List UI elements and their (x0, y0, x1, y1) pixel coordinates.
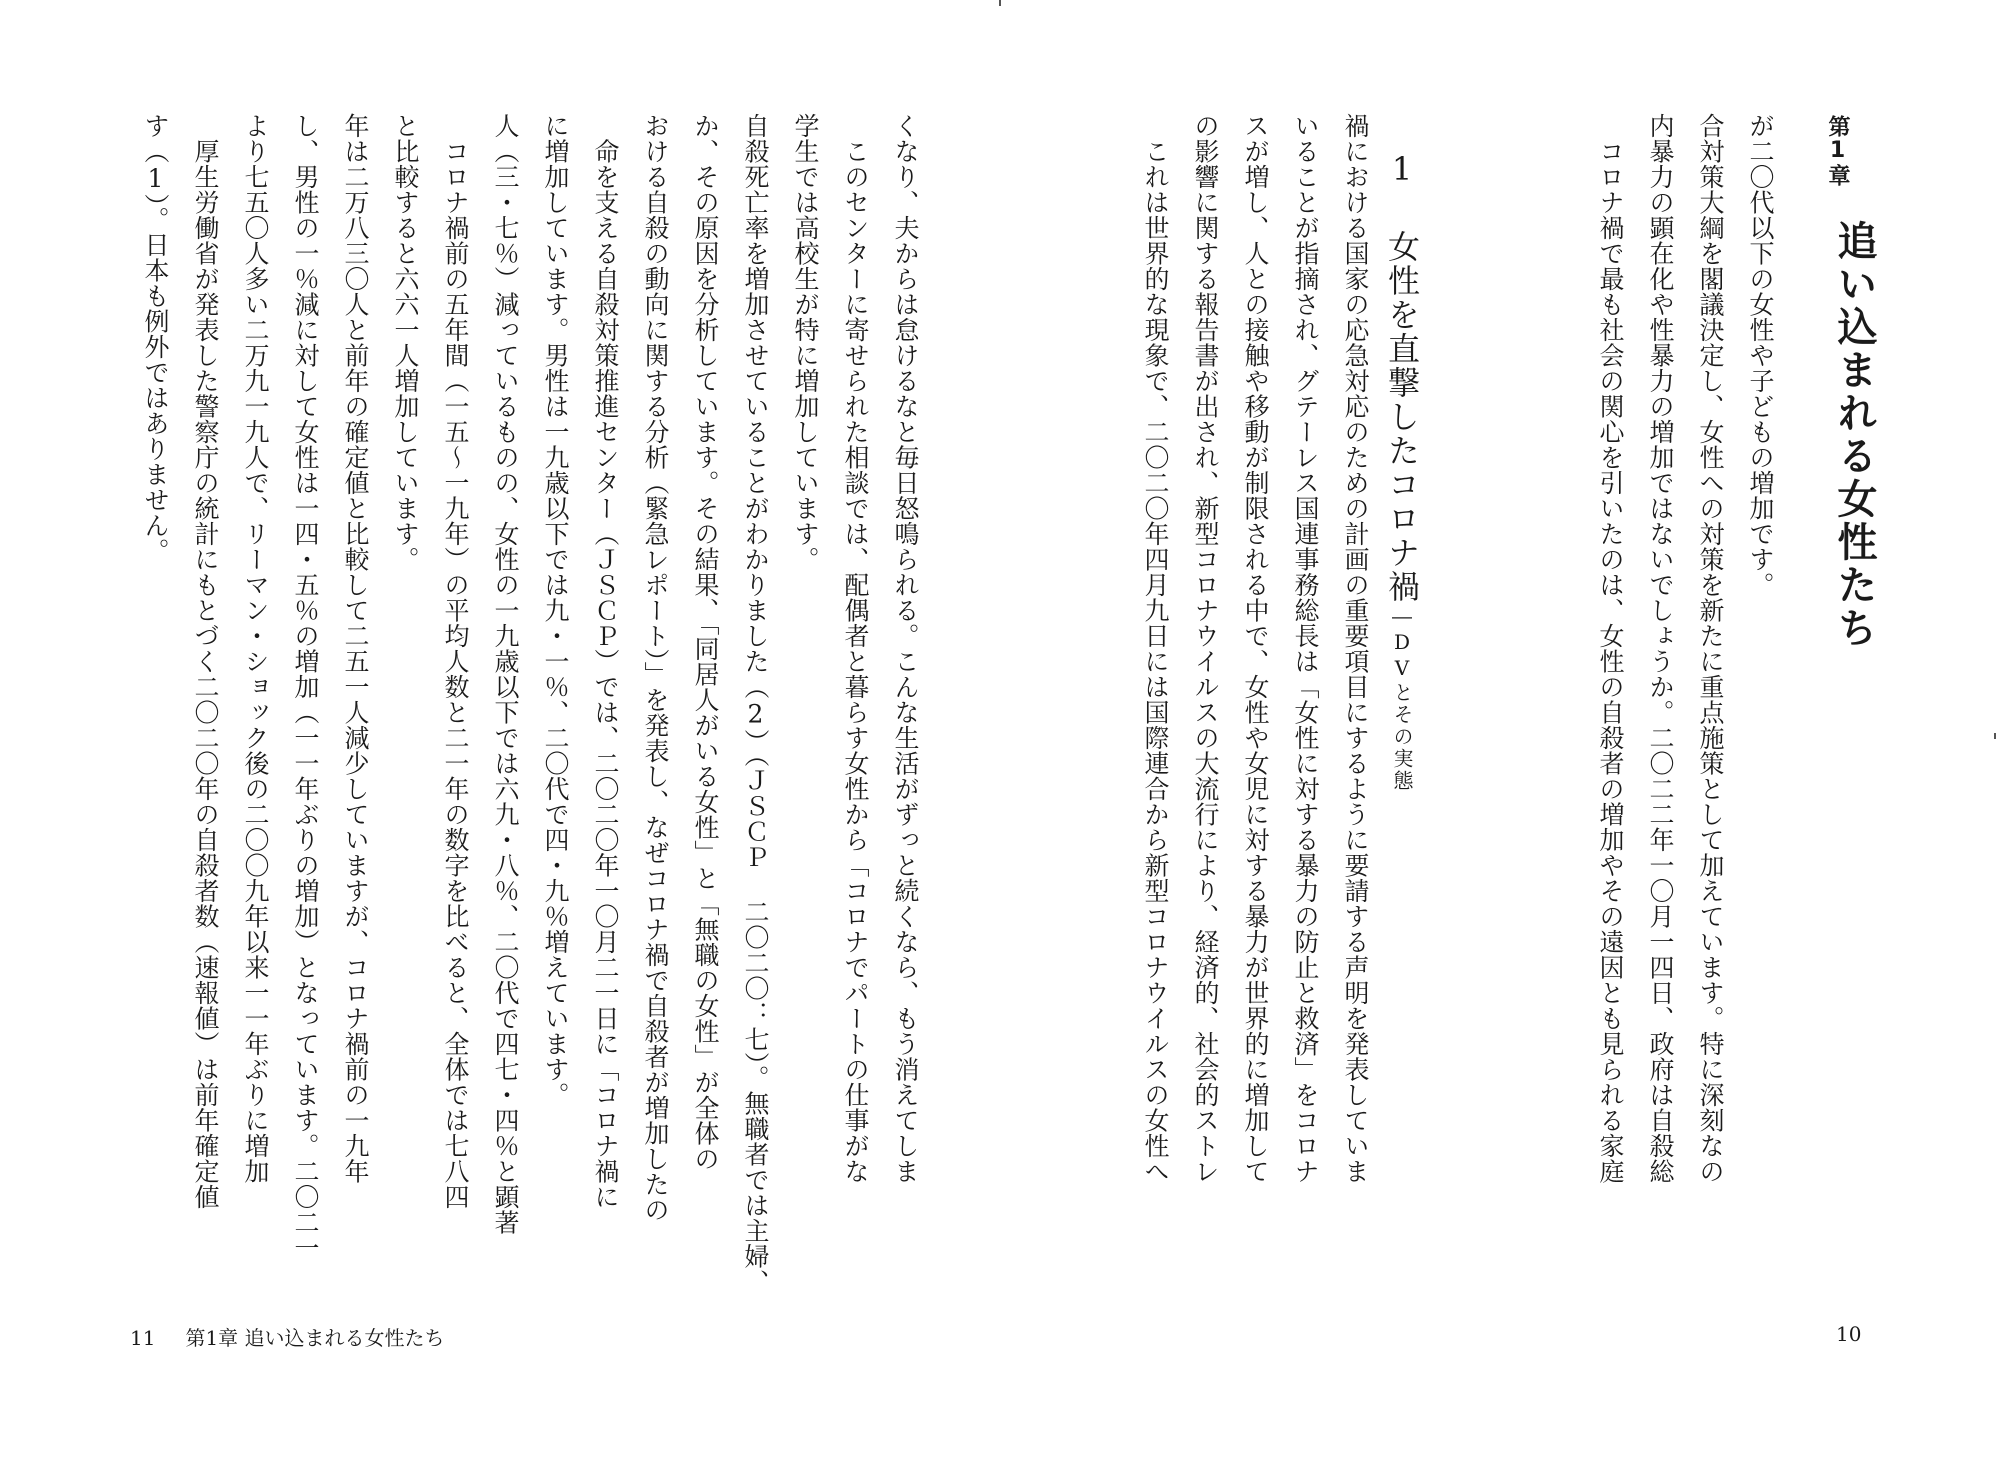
body-line: と比較すると六六一人増加しています。 (391, 113, 420, 572)
body-line: 学生では高校生が特に増加しています。 (791, 113, 820, 572)
body-line: より七五〇人多い二万九一九人で、リーマン・ショック後の二〇〇九年以来一一年ぶりに増加 (241, 113, 270, 1184)
body-line: 命を支える自殺対策推進センター（ＪＳＣＰ）では、二〇二〇年一〇月二一日に「コロナ禍に (591, 138, 620, 1210)
body-line: いることが指摘され、グテーレス国連事務総長は「女性に対する暴力の防止と救済」をコロナ (1291, 113, 1320, 1184)
body-line: 人（三・七％）減っているものの、女性の一九歳以下では六九・八％、二〇代で四七・四％と顕著 (491, 113, 520, 1235)
body-line: す（1）。日本も例外ではありません。 (141, 113, 170, 564)
intro-line: 合対策大綱を閣議決定し、女性への対策を新たに重点施策として加えています。特に深刻なの (1696, 113, 1725, 1184)
section-heading (1380, 150, 1424, 792)
body-line: おける自殺の動向に関する分析（緊急レポート）」を発表し、なぜコロナ禍で自殺者が増加したの (641, 113, 670, 1223)
body-line: このセンターに寄せられた相談では、配偶者と暮らす女性から「コロナでパートの仕事がな (841, 138, 870, 1184)
left-page-body-text (130, 113, 930, 1293)
left-page-footer (130, 1322, 445, 1351)
body-line: 年は二万八三〇人と前年の確定値と比較して二五一人減少していますが、コロナ禍前の一九年 (341, 113, 370, 1184)
body-line: か、その原因を分析しています。その結果、「同居人がいる女性」と「無職の女性」が全体の (691, 113, 720, 1172)
body-line: 自殺死亡率を増加させていることがわかりました（2）（ＪＳＣＰ 二〇二〇：七）。無職者では主婦、 (741, 113, 770, 1295)
body-line: し、男性の一％減に対して女性は一四・五％の増加（一一年ぶりの増加）となっています。二〇二一 (291, 113, 320, 1261)
chapter-intro-text (1505, 113, 1785, 1293)
scan-mark (1994, 733, 1996, 739)
chapter-title: 追い込まれる女性たち (1831, 220, 1877, 650)
scan-mark (999, 0, 1001, 6)
page-number: 10 (1836, 1322, 1862, 1346)
section-number: 1 (1383, 150, 1421, 190)
running-head: 第1章 追い込まれる女性たち (185, 1326, 445, 1350)
body-line: 禍における国家の応急対応のための計画の重要項目にするように要請する声明を発表していま (1341, 113, 1370, 1184)
body-line: くなり、夫からは怠けるなと毎日怒鳴られる。こんな生活がずっと続くなら、もう消えてしま (891, 113, 920, 1184)
body-line: スが増し、人との接触や移動が制限される中で、女性や女児に対する暴力が世界的に増加して (1241, 113, 1270, 1184)
chapter-label: 第1章 (1825, 115, 1850, 187)
right-page-body-text (1130, 113, 1380, 1293)
section-subtitle: ―DVとその実態 (1390, 604, 1414, 792)
body-line: コロナ禍前の五年間（一五～一九年）の平均人数と二一年の数字を比べると、全体では七八四 (441, 138, 470, 1210)
section-title: 女性を直撃したコロナ禍 (1383, 230, 1421, 604)
body-line: 厚生労働省が発表した警察庁の統計にもとづく二〇二〇年の自殺者数（速報値）は前年確定値 (191, 138, 220, 1210)
body-line: の影響に関する報告書が出され、新型コロナウイルスの大流行により、経済的、社会的ストレ (1191, 113, 1220, 1184)
intro-line: コロナ禍で最も社会の関心を引いたのは、女性の自殺者の増加やその遠因とも見られる家庭 (1596, 138, 1625, 1184)
body-line: これは世界的な現象で、二〇二〇年四月九日には国際連合から新型コロナウイルスの女性へ (1141, 138, 1170, 1184)
intro-line: 内暴力の顕在化や性暴力の増加ではないでしょうか。二〇二二年一〇月一四日、政府は自殺総 (1646, 113, 1675, 1184)
intro-line: が二〇代以下の女性や子どもの増加です。 (1746, 113, 1775, 598)
body-line: に増加しています。男性は一九歳以下では九・一％、二〇代で四・九％増えています。 (541, 113, 570, 1108)
page-number: 11 (130, 1326, 156, 1350)
